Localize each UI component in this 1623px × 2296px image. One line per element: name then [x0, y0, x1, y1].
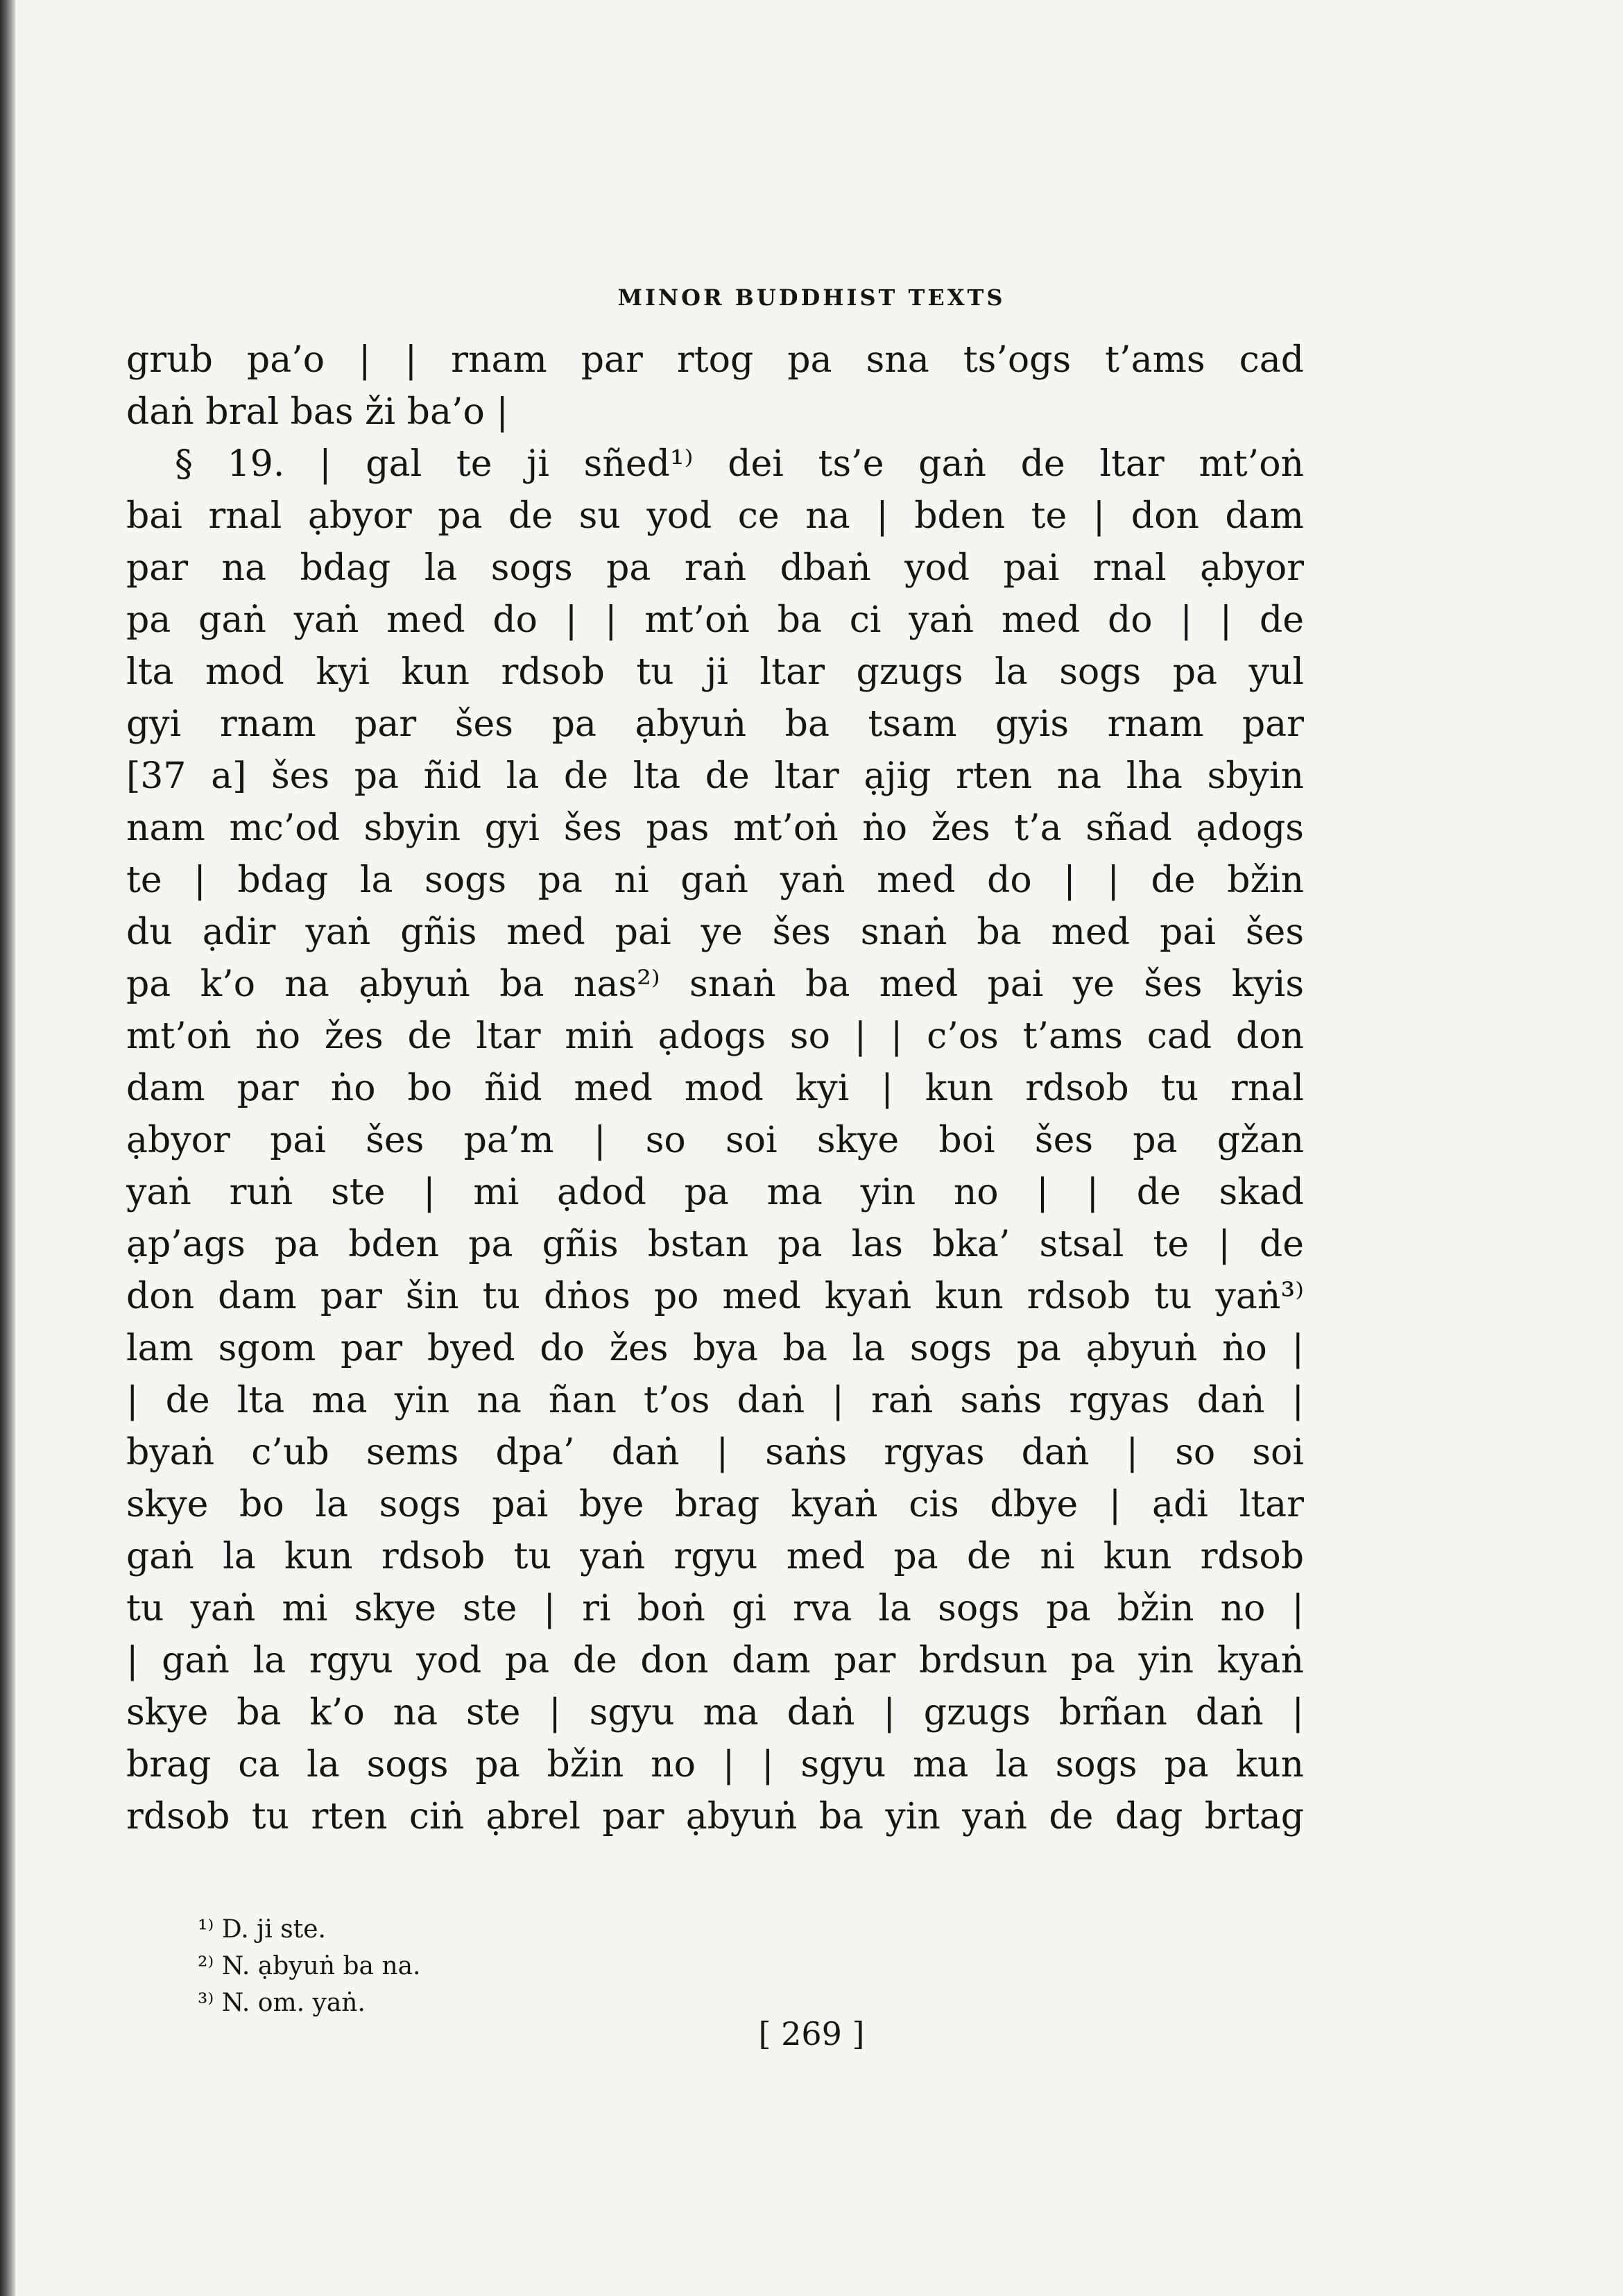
text-line: gaṅ la kun rdsob tu yaṅ rgyu med pa de ni kun rdsob: [126, 1536, 1304, 1577]
text-line: mt’oṅ ṅo žes de ltar miṅ ạdogs so | | c’os t’ams cad don: [126, 1016, 1304, 1057]
text-line: gyi rnam par šes pa ạbyuṅ ba tsam gyis rnam par: [126, 703, 1304, 745]
text-line: ạbyor pai šes pa’m | so soi skye boi šes pa gžan: [126, 1120, 1304, 1161]
footnotes: [198, 1911, 822, 2021]
footnote: ¹⁾ D. ji ste.: [198, 1915, 326, 1944]
running-head: MINOR BUDDHIST TEXTS: [617, 284, 1006, 311]
text-line: nam mc’od sbyin gyi šes pas mt’oṅ ṅo žes t’a sñad ạdogs: [126, 807, 1304, 849]
text-line: pa k’o na ạbyuṅ ba nas²⁾ snaṅ ba med pai ye šes kyis: [126, 963, 1304, 1005]
text-line: dam par ṅo bo ñid med mod kyi | kun rdsob tu rnal: [126, 1068, 1304, 1109]
text-line: | gaṅ la rgyu yod pa de don dam par brdsun pa yin kyaṅ: [126, 1640, 1304, 1681]
footnote: ²⁾ N. ạbyuṅ ba na.: [198, 1952, 421, 1980]
text-line: du ạdir yaṅ gñis med pai ye šes snaṅ ba med pai šes: [126, 911, 1304, 953]
text-line: daṅ bral bas ži ba’o |: [126, 391, 508, 433]
text-line: te | bdag la sogs pa ni gaṅ yaṅ med do | | de bžin: [126, 859, 1304, 901]
text-line: yaṅ ruṅ ste | mi ạdod pa ma yin no | | de skad: [126, 1172, 1304, 1213]
page-number: [ 269 ]: [758, 2015, 865, 2053]
text-line: | de lta ma yin na ñan t’os daṅ | raṅ saṅs rgyas daṅ |: [126, 1380, 1304, 1421]
text-line: skye bo la sogs pai bye brag kyaṅ cis dbye | ạdi ltar: [126, 1484, 1304, 1525]
text-line: ạp’ags pa bden pa gñis bstan pa las bka’ stsal te | de: [126, 1224, 1304, 1265]
text-line: rdsob tu rten ciṅ ạbrel par ạbyuṅ ba yin yaṅ de dag brtag: [126, 1796, 1304, 1837]
text-line: lam sgom par byed do žes bya ba la sogs pa ạbyuṅ ṅo |: [126, 1328, 1304, 1369]
footnote: ³⁾ N. om. yaṅ.: [198, 1989, 366, 2017]
text-line: lta mod kyi kun rdsob tu ji ltar gzugs la sogs pa yul: [126, 651, 1304, 693]
text-line: skye ba k’o na ste | sgyu ma daṅ | gzugs brñan daṅ |: [126, 1692, 1304, 1733]
text-line: par na bdag la sogs pa raṅ dbaṅ yod pai rnal ạbyor: [126, 547, 1304, 589]
text-line: brag ca la sogs pa bžin no | | sgyu ma la sogs pa kun: [126, 1744, 1304, 1785]
text-line: tu yaṅ mi skye ste | ri boṅ gi rva la sogs pa bžin no |: [126, 1588, 1304, 1629]
page-binding-edge: [0, 0, 15, 2296]
text-line: grub pa’o | | rnam par rtog pa sna ts’ogs t’ams cad: [126, 339, 1304, 381]
text-line: pa gaṅ yaṅ med do | | mt’oṅ ba ci yaṅ med do | | de: [126, 599, 1304, 641]
text-line: byaṅ c’ub sems dpa’ daṅ | saṅs rgyas daṅ | so soi: [126, 1432, 1304, 1473]
text-line: [37 a] šes pa ñid la de lta de ltar ạjig rten na lha sbyin: [126, 755, 1304, 797]
text-line: bai rnal ạbyor pa de su yod ce na | bden te | don dam: [126, 495, 1304, 537]
section-heading-line: § 19. | gal te ji sñed¹⁾ dei ts’e gaṅ de ltar mt’oṅ: [175, 443, 1304, 485]
body-text: [126, 334, 1304, 1843]
text-line: don dam par šin tu dṅos po med kyaṅ kun rdsob tu yaṅ³⁾: [126, 1276, 1304, 1317]
